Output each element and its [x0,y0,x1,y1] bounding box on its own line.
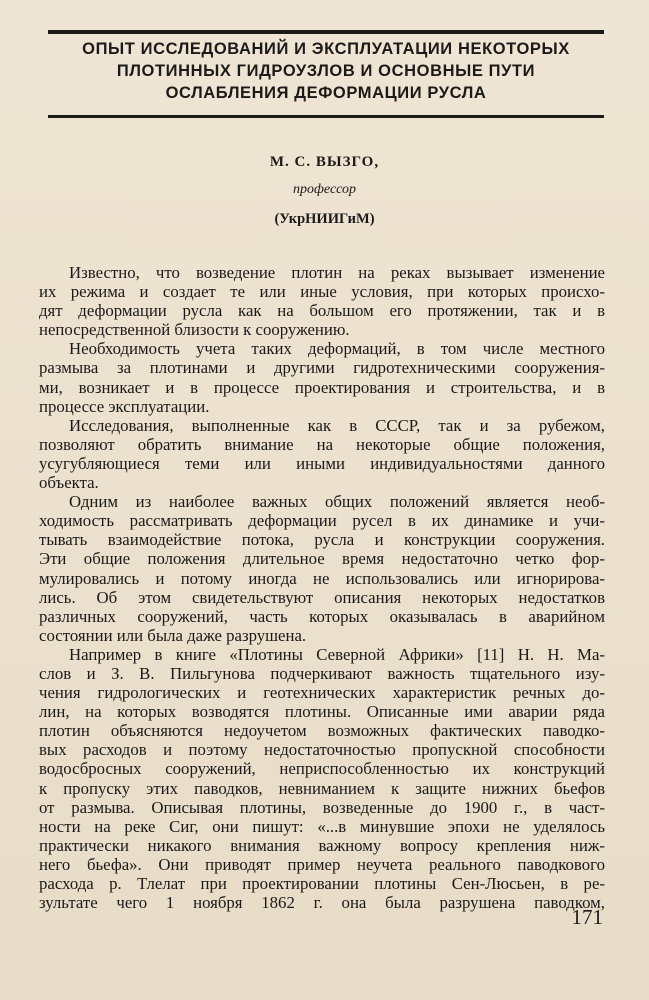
text-line: состоянии или была даже разрушена. [39,625,307,645]
text-line: зультате чего 1 ноября 1862 г. она была разрушена паводком, [39,893,605,913]
text-line: лин, на которых возводятся плотины. Описанные ими аварии ряда [39,702,605,722]
text-line: от размыва. Описывая плотины, возведенные до 1900 г., в част- [39,797,605,817]
title-line: ОСЛАБЛЕНИЯ ДЕФОРМАЦИИ РУСЛА [165,84,487,102]
article-title [48,38,604,104]
text-line: плотин объясняются недоучетом возможных фактических паводко- [39,721,605,741]
text-line: Необходимость учета таких деформаций, в том числе местного [69,339,605,359]
text-line: чения гидрологических и геотехнических характеристик речных до- [39,683,605,703]
text-line: лись. Об этом свидетельствуют описания некоторых недостатков [39,587,605,607]
text-line: различных сооружений, часть которых оказывалась в аварийном [39,606,605,626]
text-line: Например в книге «Плотины Северной Африки» [11] Н. Н. Ма- [69,644,605,664]
text-line: их режима и создает те или иные условия, при которых происхо- [39,282,605,302]
text-line: непосредственной близости к сооружению. [39,320,350,340]
text-line: позволяют обратить внимание на некоторые общие положения, [39,434,605,454]
top-rule [48,30,604,34]
text-line: процессе эксплуатации. [39,396,210,416]
article-body [39,263,605,912]
text-line: Известно, что возведение плотин на реках вызывает изменение [69,263,605,282]
text-line: водосбросных сооружений, неприспособленностью их конструкций [39,759,605,779]
text-line: объекта. [39,473,99,493]
page-number: 171 [571,905,603,929]
bottom-rule [48,115,604,118]
text-line: к пропуску этих паводков, невниманием к защите нижних бьефов [39,778,605,798]
text-line: размыва за плотинами и другими гидротехническими сооружения- [39,358,605,378]
text-line: мулировались и потому иногда не использовались или игнорирова- [39,568,605,588]
text-line: него бьефа». Они приводят пример неучета реального паводкового [39,854,605,874]
text-line: Одним из наиболее важных общих положений является необ- [69,492,605,512]
text-line: Исследования, выполненные как в СССР, так и за рубежом, [69,415,605,435]
text-line: ходимость рассматривать деформации русел в их динамике и учи- [39,511,605,531]
text-line: тывать взаимодействие потока, русла и конструкции сооружения. [39,530,605,550]
text-line: ности на реке Сиг, они пишут: «...в минувшие эпохи не уделялось [39,816,605,836]
text-line: слов и З. В. Пильгунова подчеркивают важность тщательного изу- [39,663,605,683]
text-line: ми, возникает и в процессе проектирования и строительства, и в [39,377,605,397]
text-line: усугубляющиеся теми или иными индивидуальностями данного [39,453,605,473]
author-position: профессор [292,182,357,197]
title-line: ПЛОТИННЫХ ГИДРОУЗЛОВ И ОСНОВНЫЕ ПУТИ [116,62,536,80]
text-line: Эти общие положения длительное время недостаточно четко фор- [39,549,605,569]
text-line: вых расходов и поэтому недостаточностью пропускной способности [39,740,605,760]
author-name: М. С. ВЫЗГО, [269,154,380,170]
text-line: расхода р. Тлелат при проектировании плотины Сен-Люсьен, в ре- [39,874,605,893]
text-line: практически никакого внимания важному вопросу крепления ниж- [39,835,605,855]
text-line: дят деформации русла как на большом его протяжении, так и в [39,301,605,321]
author-affiliation: (УкрНИИГиМ) [274,211,375,227]
title-line: ОПЫТ ИССЛЕДОВАНИЙ И ЭКСПЛУАТАЦИИ НЕКОТОРЫХ [82,40,570,58]
